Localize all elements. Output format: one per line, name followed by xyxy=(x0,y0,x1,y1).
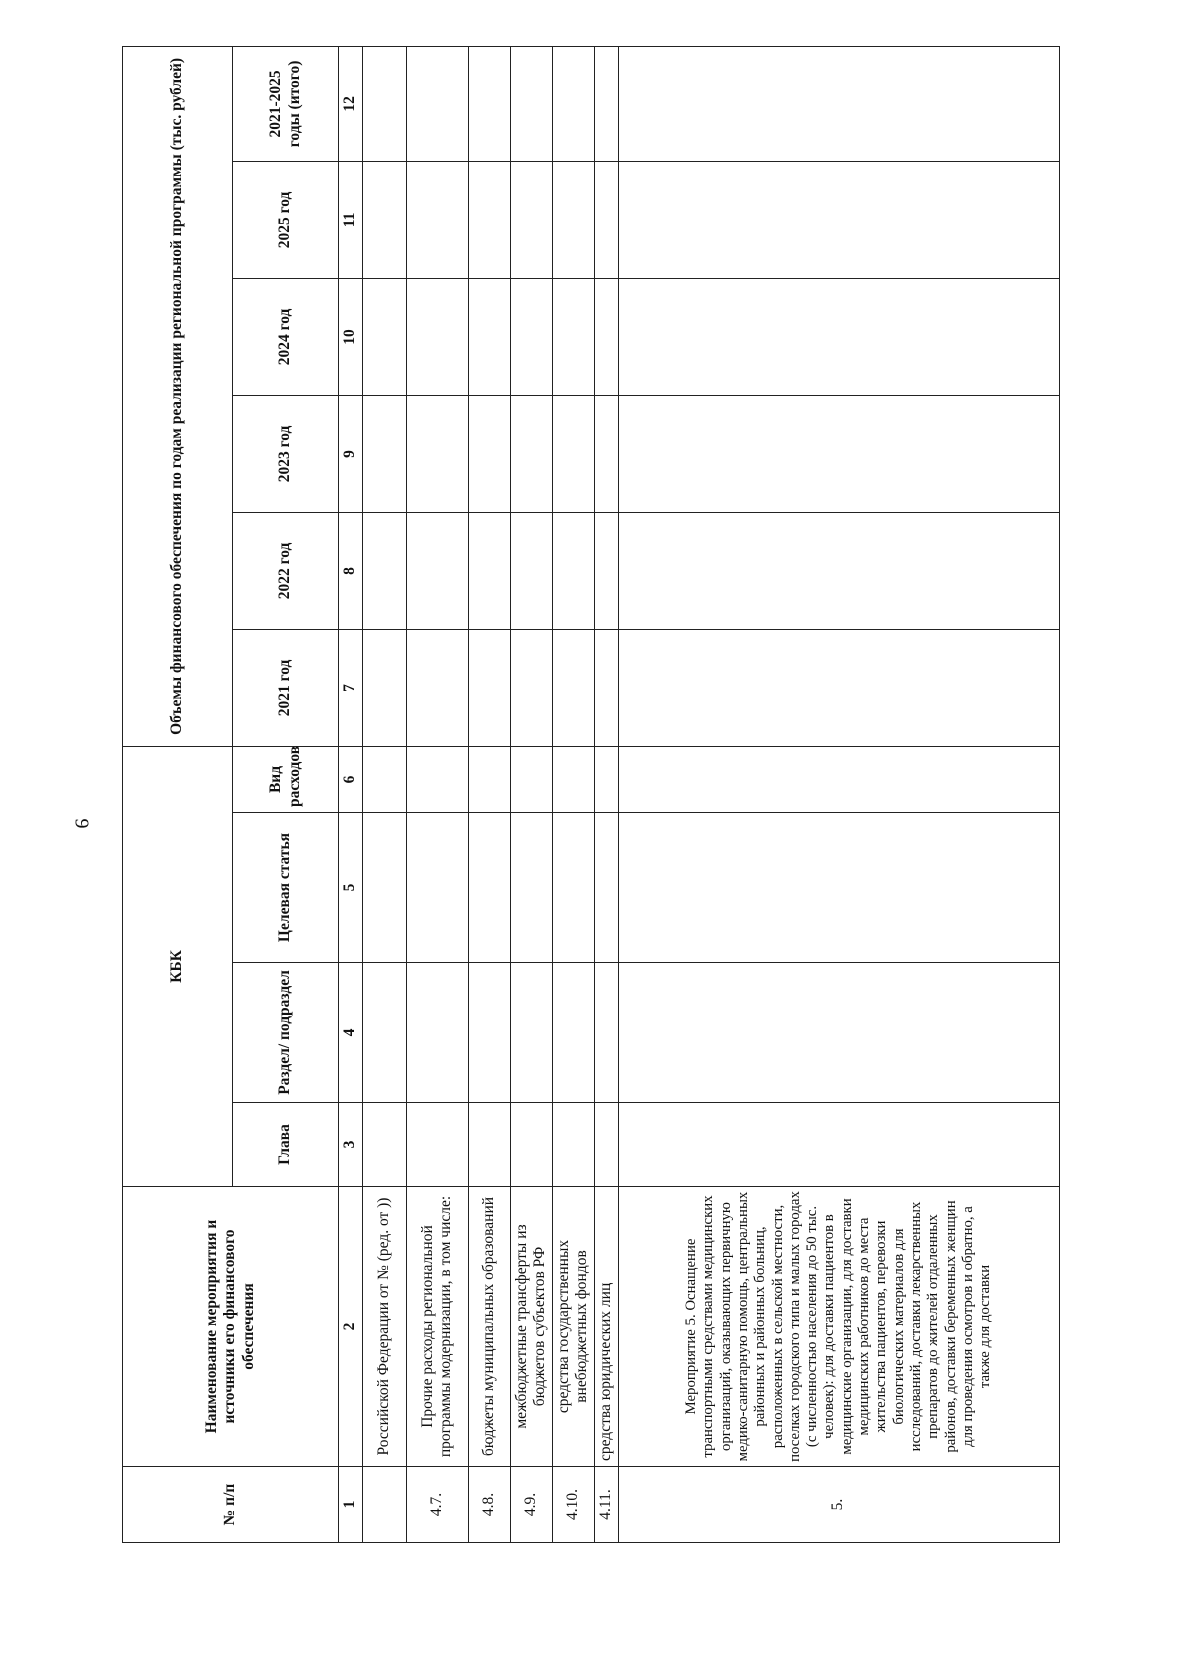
cell-total xyxy=(594,46,618,161)
cell-celevaya xyxy=(406,813,468,963)
cell-2021 xyxy=(552,629,594,746)
row-num: 4.9. xyxy=(510,1467,552,1543)
row-name: средства юридических лиц xyxy=(594,1187,618,1467)
cell-total xyxy=(406,46,468,161)
row-name: бюджеты муниципальных образований xyxy=(468,1187,510,1467)
header-num: № п/п xyxy=(123,1467,339,1543)
col-number: 9 xyxy=(339,395,363,512)
page-number: 9 xyxy=(70,818,93,829)
row-num: 5. xyxy=(618,1467,1059,1543)
cell-glava xyxy=(510,1103,552,1187)
cell-razdel xyxy=(468,963,510,1103)
cell-glava xyxy=(552,1103,594,1187)
row-name: Российской Федерации от № (ред. от )) xyxy=(362,1187,406,1467)
header-razdel: Раздел/ подраздел xyxy=(233,963,339,1103)
cell-2022 xyxy=(406,512,468,629)
cell-vid xyxy=(552,746,594,812)
cell-2021 xyxy=(510,629,552,746)
col-number: 2 xyxy=(339,1187,363,1467)
row-num: 4.7. xyxy=(406,1467,468,1543)
col-number: 7 xyxy=(339,629,363,746)
header-vid: Вид расходов xyxy=(233,746,339,812)
cell-2025 xyxy=(552,161,594,278)
table-row xyxy=(362,46,406,1542)
row-num: 4.11. xyxy=(594,1467,618,1543)
header-celevaya: Целевая статья xyxy=(233,813,339,963)
cell-celevaya xyxy=(618,813,1059,963)
cell-glava xyxy=(594,1103,618,1187)
cell-2024 xyxy=(552,278,594,395)
cell-razdel xyxy=(594,963,618,1103)
header-year-2023: 2023 год xyxy=(233,395,339,512)
cell-total xyxy=(468,46,510,161)
cell-2022 xyxy=(362,512,406,629)
cell-2024 xyxy=(594,278,618,395)
col-number: 12 xyxy=(339,46,363,161)
cell-2023 xyxy=(510,395,552,512)
cell-vid xyxy=(406,746,468,812)
cell-2025 xyxy=(510,161,552,278)
header-glava: Глава xyxy=(233,1103,339,1187)
cell-celevaya xyxy=(362,813,406,963)
cell-2021 xyxy=(594,629,618,746)
cell-razdel xyxy=(618,963,1059,1103)
cell-razdel xyxy=(406,963,468,1103)
cell-2023 xyxy=(468,395,510,512)
row-name: средства государственных внебюджетных фондов xyxy=(552,1187,594,1467)
cell-2022 xyxy=(552,512,594,629)
cell-total xyxy=(510,46,552,161)
cell-total xyxy=(618,46,1059,161)
cell-total xyxy=(552,46,594,161)
cell-2021 xyxy=(468,629,510,746)
cell-2025 xyxy=(594,161,618,278)
cell-vid xyxy=(362,746,406,812)
table-row xyxy=(594,46,618,1542)
header-name: Наименование мероприятия и источники его финансового обеспечения xyxy=(123,1187,339,1467)
col-number: 10 xyxy=(339,278,363,395)
cell-2024 xyxy=(406,278,468,395)
cell-glava xyxy=(468,1103,510,1187)
cell-celevaya xyxy=(594,813,618,963)
cell-2021 xyxy=(406,629,468,746)
cell-razdel xyxy=(552,963,594,1103)
cell-vid xyxy=(468,746,510,812)
cell-2023 xyxy=(362,395,406,512)
cell-total xyxy=(362,46,406,161)
row-name: межбюджетные трансферты из бюджетов субъектов РФ xyxy=(510,1187,552,1467)
cell-2022 xyxy=(618,512,1059,629)
col-number: 1 xyxy=(339,1467,363,1543)
cell-razdel xyxy=(510,963,552,1103)
cell-2024 xyxy=(618,278,1059,395)
column-numbers-row xyxy=(339,46,363,1542)
cell-2025 xyxy=(618,161,1059,278)
cell-celevaya xyxy=(468,813,510,963)
header-year-2025: 2025 год xyxy=(233,161,339,278)
cell-glava xyxy=(362,1103,406,1187)
table-row xyxy=(552,46,594,1542)
col-number: 4 xyxy=(339,963,363,1103)
table-row xyxy=(406,46,468,1542)
header-kbk: КБК xyxy=(123,746,233,1186)
header-volumes: Объемы финансового обеспечения по годам реализации региональной программы (тыс. рублей) xyxy=(123,46,233,746)
financing-table-sheet xyxy=(122,47,1060,1543)
cell-razdel xyxy=(362,963,406,1103)
table-row xyxy=(510,46,552,1542)
table-row xyxy=(468,46,510,1542)
cell-2025 xyxy=(362,161,406,278)
cell-celevaya xyxy=(510,813,552,963)
cell-2022 xyxy=(468,512,510,629)
header-year-total: 2021-2025 годы (итого) xyxy=(233,46,339,161)
cell-2024 xyxy=(468,278,510,395)
cell-2021 xyxy=(618,629,1059,746)
cell-2025 xyxy=(468,161,510,278)
cell-2023 xyxy=(406,395,468,512)
row-num: 4.8. xyxy=(468,1467,510,1543)
cell-2025 xyxy=(406,161,468,278)
cell-celevaya xyxy=(552,813,594,963)
header-year-2024: 2024 год xyxy=(233,278,339,395)
row-name: Мероприятие 5. Оснащение транспортными средствами медицинских организаций, оказывающих первичную медико-санитарную помощь, центральных районных и районных больниц, расположенных в сельской местности, поселках городского типа и малых городах (с численностью населения до 50 тыс. человек): для доставки пациентов в медицинские организации, для доставки медицинских работников до места жительства пациентов, перевозки биологических материалов для исследований, доставки лекарственных препаратов до жителей отдаленных районов, доставки беременных женщин для проведения осмотров и обратно, а также для доставки xyxy=(618,1187,1059,1467)
cell-glava xyxy=(618,1103,1059,1187)
cell-2023 xyxy=(594,395,618,512)
cell-2023 xyxy=(618,395,1059,512)
cell-vid xyxy=(594,746,618,812)
table-row xyxy=(618,46,1059,1542)
cell-2024 xyxy=(362,278,406,395)
header-year-2021: 2021 год xyxy=(233,629,339,746)
col-number: 11 xyxy=(339,161,363,278)
cell-2024 xyxy=(510,278,552,395)
cell-vid xyxy=(618,746,1059,812)
cell-vid xyxy=(510,746,552,812)
col-number: 8 xyxy=(339,512,363,629)
col-number: 5 xyxy=(339,813,363,963)
cell-glava xyxy=(406,1103,468,1187)
cell-2021 xyxy=(362,629,406,746)
row-num xyxy=(362,1467,406,1543)
cell-2022 xyxy=(510,512,552,629)
financing-table xyxy=(122,46,1060,1543)
header-year-2022: 2022 год xyxy=(233,512,339,629)
cell-2022 xyxy=(594,512,618,629)
col-number: 3 xyxy=(339,1103,363,1187)
cell-2023 xyxy=(552,395,594,512)
row-name: Прочие расходы региональной программы модернизации, в том числе: xyxy=(406,1187,468,1467)
col-number: 6 xyxy=(339,746,363,812)
row-num: 4.10. xyxy=(552,1467,594,1543)
